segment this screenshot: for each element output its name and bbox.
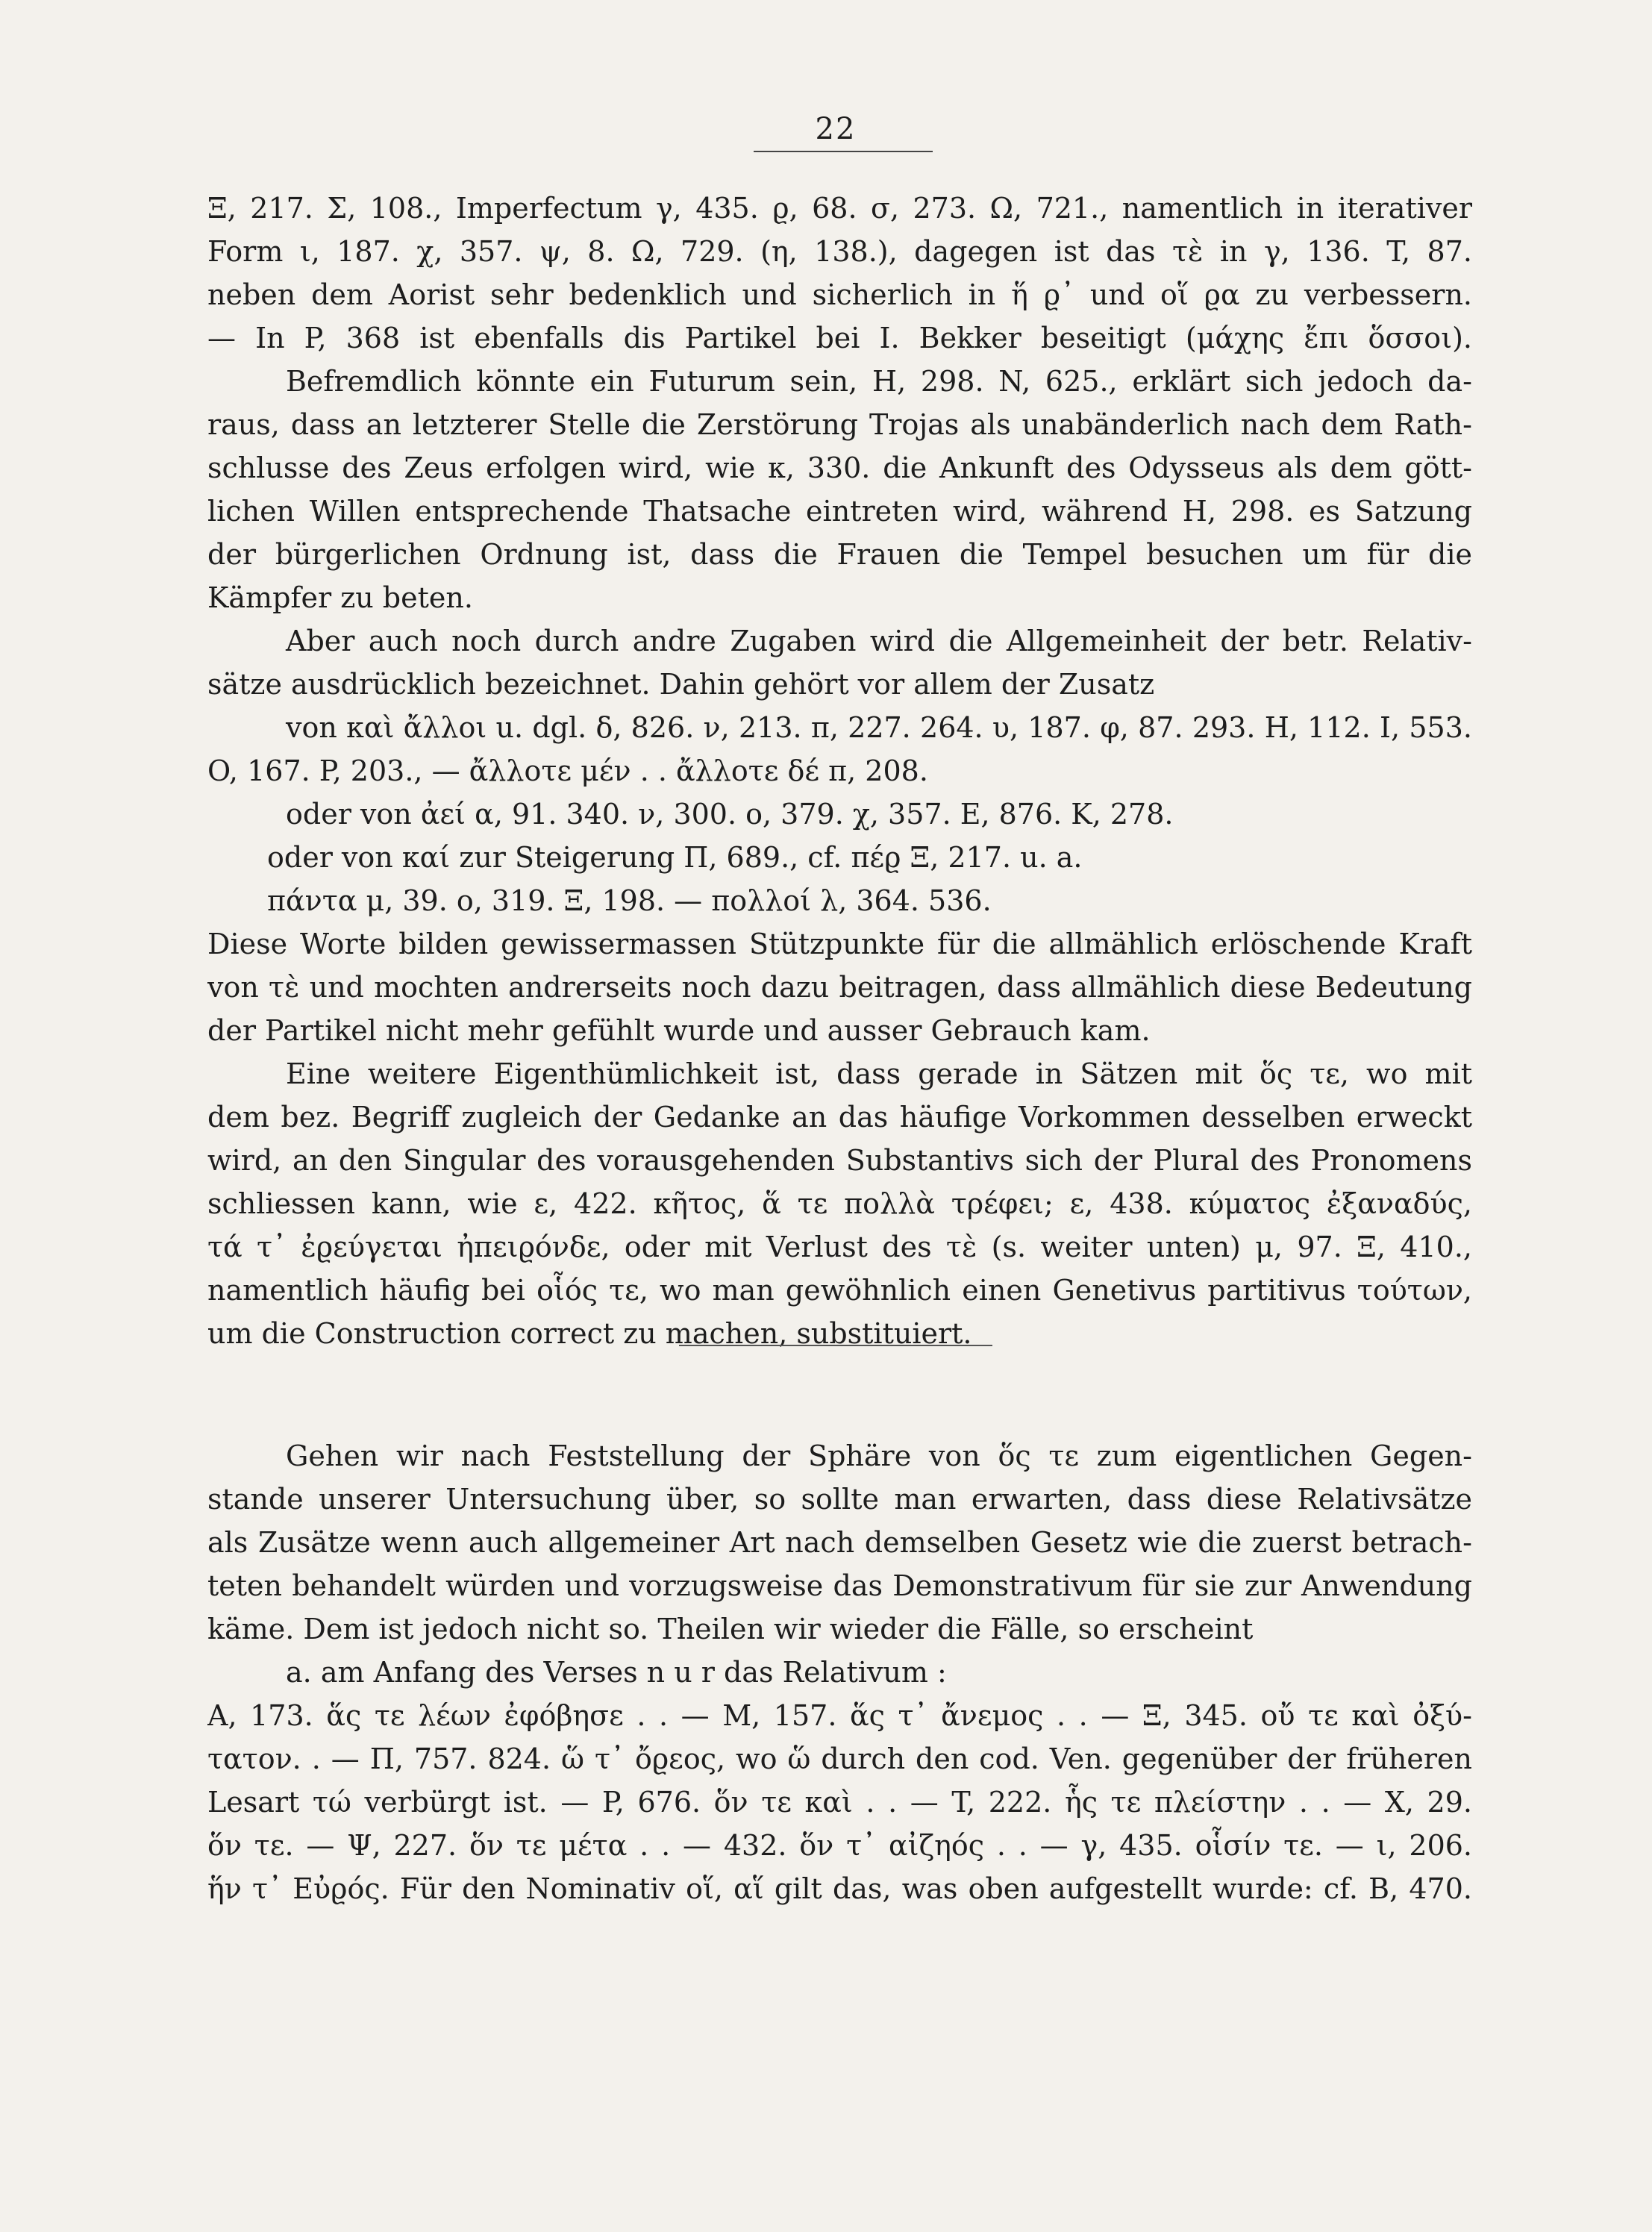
page-number: 22 bbox=[815, 112, 857, 146]
text-line: teten behandelt würden und vorzugsweise das Demonstrativum für sie zur Anwendung bbox=[207, 1569, 1472, 1602]
text-line: sätze ausdrücklich bezeichnet. Dahin gehört vor allem der Zusatz bbox=[207, 668, 1155, 701]
text-line: Form ι, 187. χ, 357. ψ, 8. Ω, 729. (η, 138.), dagegen ist das τὲ in γ, 136. T, 87. bbox=[207, 235, 1472, 268]
text-line: neben dem Aorist sehr bedenklich und sicherlich in ἥ ϱ᾿ und οἵ ϱα zu verbessern. bbox=[207, 278, 1472, 311]
text-line: stande unserer Untersuchung über, so sollte man erwarten, dass diese Relativsätze bbox=[207, 1483, 1472, 1516]
header-rule bbox=[754, 151, 933, 152]
text-line: namentlich häufig bei οἷός τε, wo man gewöhnlich einen Genetivus partitivus τούτων, bbox=[207, 1274, 1472, 1307]
text-line: — In P, 368 ist ebenfalls dis Partikel bei I. Bekker beseitigt (μάχης ἔπι ὅσσοι). bbox=[207, 322, 1472, 354]
text-line: Eine weitere Eigenthümlichkeit ist, dass gerade in Sätzen mit ὅς τε, wo mit bbox=[286, 1057, 1472, 1090]
text-line: der Partikel nicht mehr gefühlt wurde und ausser Gebrauch kam. bbox=[207, 1014, 1151, 1047]
text-line: wird, an den Singular des vorausgehenden Substantivs sich der Plural des Pronomens bbox=[207, 1144, 1472, 1177]
text-line: raus, dass an letzterer Stelle die Zerstörung Trojas als unabänderlich nach dem Rath- bbox=[207, 408, 1472, 441]
text-line: schliessen kann, wie ε, 422. κῆτος, ἅ τε πολλὰ τρέφει; ε, 438. κύματος ἐξαναδύς, bbox=[207, 1187, 1472, 1220]
text-line: O, 167. P, 203., — ἄλλοτε μέν . . ἄλλοτε δέ π, 208. bbox=[207, 754, 928, 787]
text-line: lichen Willen entsprechende Thatsache eintreten wird, während H, 298. es Satzung bbox=[207, 495, 1472, 528]
text-line: oder von καί zur Steigerung Π, 689., cf. πέϱ Ξ, 217. u. a. bbox=[267, 841, 1083, 874]
text-line: von καὶ ἄλλοι u. dgl. δ, 826. ν, 213. π, 227. 264. υ, 187. φ, 87. 293. H, 112. I, 553. bbox=[286, 711, 1472, 744]
text-line: a. am Anfang des Verses n u r das Relativum : bbox=[286, 1656, 947, 1689]
text-line: Diese Worte bilden gewissermassen Stützpunkte für die allmählich erlöschende Kraft bbox=[207, 928, 1472, 960]
text-line: käme. Dem ist jedoch nicht so. Theilen wir wieder die Fälle, so erscheint bbox=[207, 1613, 1254, 1645]
section-divider bbox=[679, 1345, 992, 1346]
text-line: Kämpfer zu beten. bbox=[207, 581, 473, 614]
text-line: dem bez. Begriff zugleich der Gedanke an das häufige Vorkommen desselben erweckt bbox=[207, 1101, 1472, 1134]
text-line: als Zusätze wenn auch allgemeiner Art nach demselben Gesetz wie die zuerst betrach- bbox=[207, 1526, 1472, 1559]
text-line: oder von ἀεί α, 91. 340. ν, 300. ο, 379. χ, 357. E, 876. K, 278. bbox=[286, 798, 1174, 831]
text-line: um die Construction correct zu machen, substituiert. bbox=[207, 1317, 972, 1350]
text-line: πάντα μ, 39. ο, 319. Ξ, 198. — πολλοί λ, 364. 536. bbox=[267, 884, 992, 917]
text-line: Gehen wir nach Feststellung der Sphäre von ὅς τε zum eigentlichen Gegen- bbox=[286, 1439, 1472, 1472]
text-line: Aber auch noch durch andre Zugaben wird die Allgemeinheit der betr. Relativ- bbox=[286, 625, 1472, 657]
text-line: τά τ᾿ ἐϱεύγεται ἠπειϱόνδε, oder mit Verlust des τὲ (s. weiter unten) μ, 97. Ξ, 410., bbox=[207, 1231, 1472, 1263]
text-line: Ξ, 217. Σ, 108., Imperfectum γ, 435. ϱ, 68. σ, 273. Ω, 721., namentlich in iterativer bbox=[207, 192, 1472, 225]
text-line: schlusse des Zeus erfolgen wird, wie κ, 330. die Ankunft des Odysseus als dem gött- bbox=[207, 451, 1472, 484]
text-line: der bürgerlichen Ordnung ist, dass die Frauen die Tempel besuchen um für die bbox=[207, 538, 1472, 571]
text-line: Befremdlich könnte ein Futurum sein, H, 298. N, 625., erklärt sich jedoch da- bbox=[286, 365, 1472, 398]
text-line: A, 173. ἅς τε λέων ἐφόβησε . . — M, 157. ἅς τ᾿ ἄνεμος . . — Ξ, 345. οὔ τε καὶ ὀξύ- bbox=[207, 1699, 1472, 1732]
text-line: von τὲ und mochten andrerseits noch dazu beitragen, dass allmählich diese Bedeutung bbox=[207, 971, 1472, 1004]
text-line: τατον. . — Π, 757. 824. ὥ τ᾿ ὄϱεος, wo ὥ durch den cod. Ven. gegenüber der früheren bbox=[207, 1742, 1472, 1775]
text-line: ἥν τ᾿ Εὐϱός. Für den Nominativ οἵ, αἵ gilt das, was oben aufgestellt wurde: cf. B, 470. bbox=[207, 1872, 1472, 1905]
text-line: ὅν τε. — Ψ, 227. ὅν τε μέτα . . — 432. ὅν τ᾿ αἰζηός . . — γ, 435. οἷσίν τε. — ι, 206. bbox=[207, 1829, 1472, 1862]
text-line: Lesart τώ verbürgt ist. — P, 676. ὅν τε καὶ . . — T, 222. ἧς τε πλείστην . . — X, 29. bbox=[207, 1786, 1472, 1819]
